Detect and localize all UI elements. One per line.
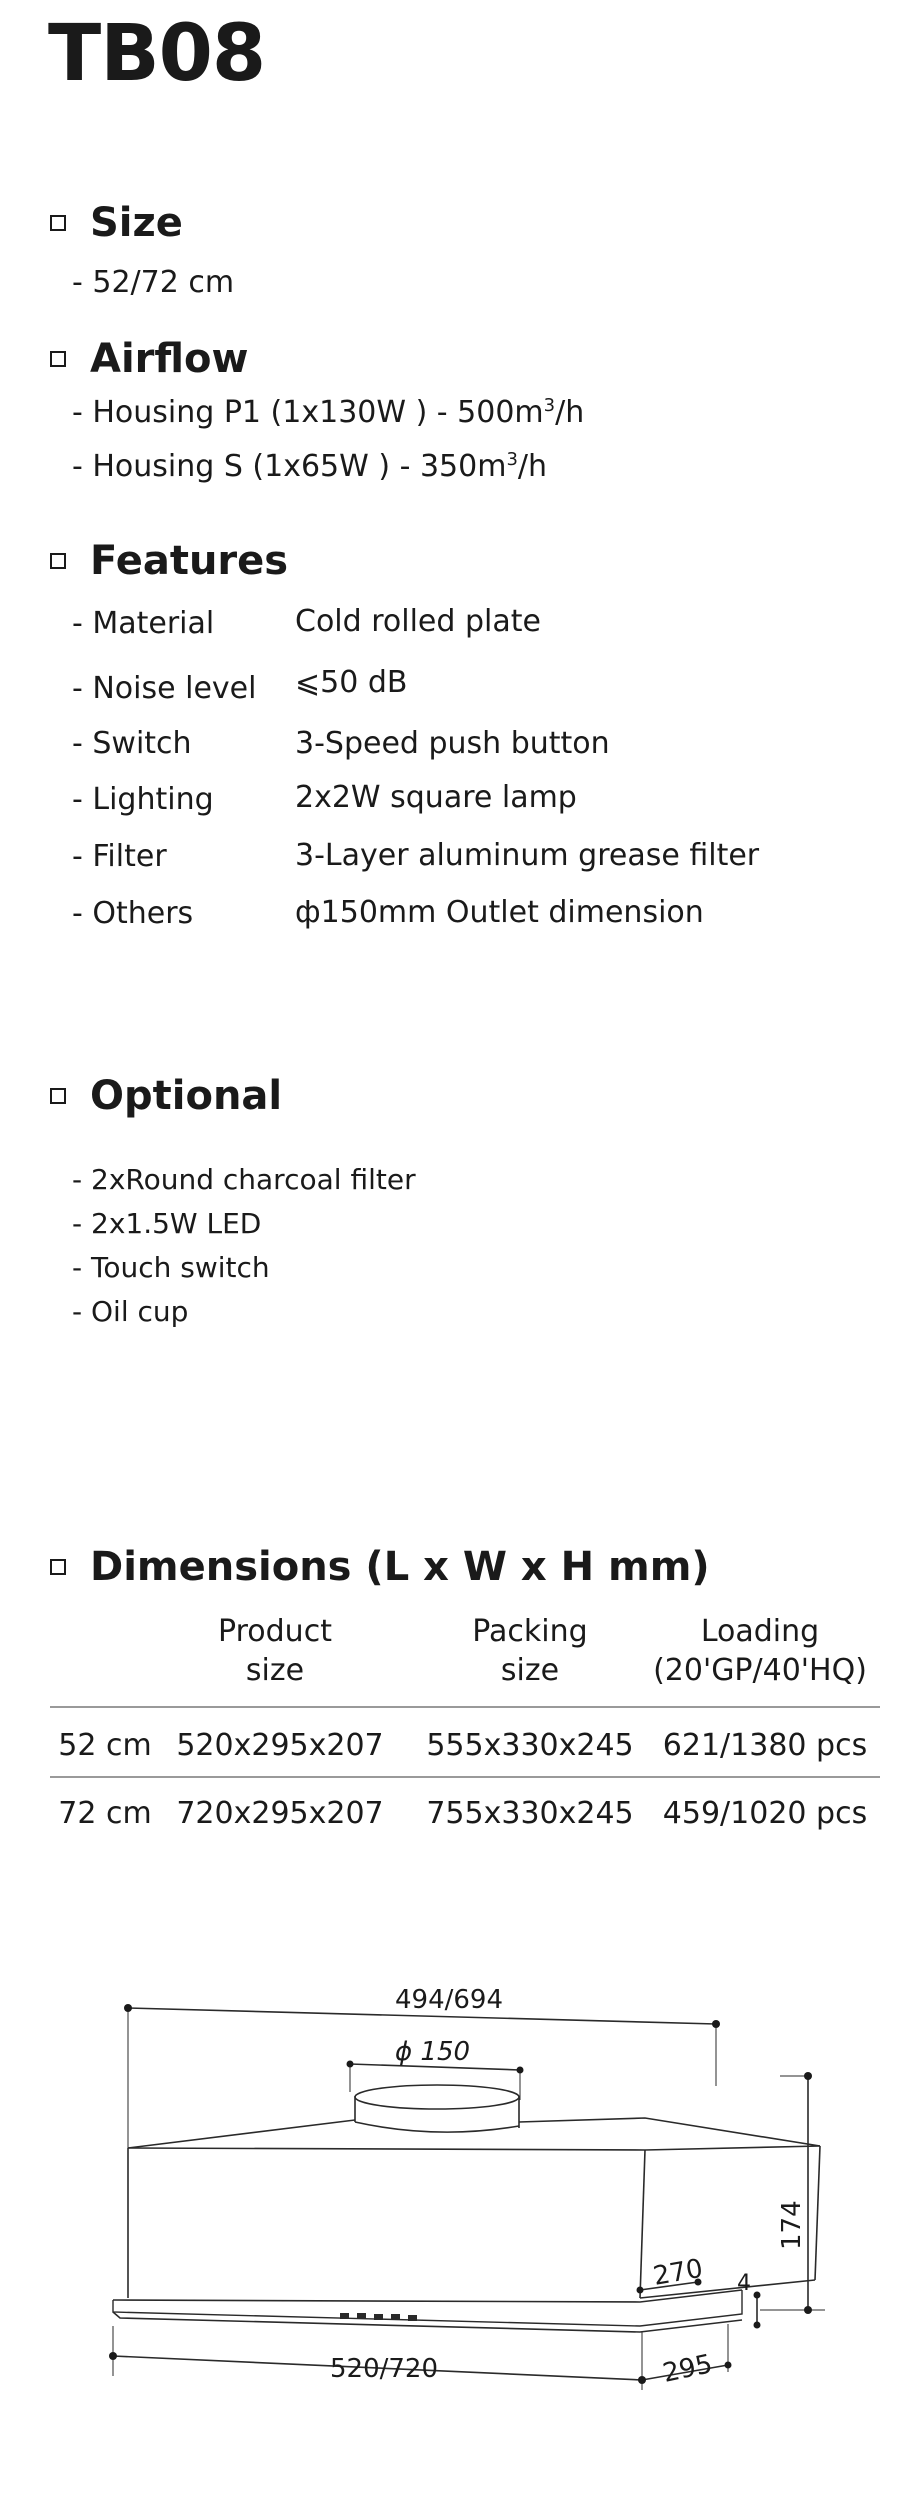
optional-item: - 2xRound charcoal filter [72, 1163, 416, 1196]
header-line: Loading [700, 1614, 820, 1649]
checkbox-square-icon [50, 1559, 66, 1575]
range-hood-drawing [0, 1980, 916, 2420]
features-section [50, 536, 288, 586]
table-header-product [180, 1612, 370, 1690]
checkbox-square-icon [50, 1088, 66, 1104]
size-line: - 52/72 cm [72, 265, 235, 300]
header-line: Packing [472, 1614, 588, 1649]
airflow-line-sup: 3 [506, 449, 518, 470]
dim-depth-top: 270 [651, 2253, 706, 2292]
airflow-line-p1 [72, 395, 585, 430]
airflow-heading: Airflow [90, 336, 249, 382]
table-cell-packing: 755x330x245 [426, 1796, 634, 1831]
header-line: size [245, 1653, 305, 1688]
feature-label-switch: - Switch [72, 726, 192, 761]
airflow-line-unit: /h [555, 395, 585, 430]
header-line: size [500, 1653, 560, 1688]
feature-value-others: ф150mm Outlet dimension [295, 895, 704, 930]
table-cell-model: 72 cm [58, 1796, 152, 1831]
feature-label-others: - Others [72, 896, 194, 931]
table-header-loading [640, 1612, 880, 1690]
table-cell-packing: 555x330x245 [426, 1728, 634, 1763]
feature-label-material: - Material [72, 606, 215, 641]
table-cell-loading: 621/1380 pcs [662, 1728, 868, 1763]
feature-value-lighting: 2x2W square lamp [295, 780, 577, 815]
dim-gap: 4 [737, 2271, 751, 2296]
optional-item: - 2x1.5W LED [72, 1207, 262, 1240]
table-header-packing [430, 1612, 630, 1690]
feature-value-noise: ⩽50 dB [295, 665, 408, 700]
checkbox-square-icon [50, 351, 66, 367]
airflow-line-sup: 3 [543, 395, 556, 416]
optional-item: - Touch switch [72, 1251, 270, 1284]
dimensions-section [50, 1542, 710, 1592]
feature-value-filter: 3-Layer aluminum grease filter [295, 838, 760, 873]
product-title: TB08 [48, 9, 266, 99]
feature-value-switch: 3-Speed push button [295, 726, 610, 761]
feature-label-noise: - Noise level [72, 671, 257, 706]
header-line: (20'GP/40'HQ) [653, 1653, 867, 1688]
size-section [50, 198, 183, 248]
table-cell-product: 720x295x207 [176, 1796, 384, 1831]
table-cell-model: 52 cm [58, 1728, 152, 1763]
dim-top-width: 494/694 [395, 1985, 504, 2015]
dim-outlet: ϕ 150 [395, 2037, 471, 2067]
checkbox-square-icon [50, 553, 66, 569]
airflow-section [50, 334, 248, 384]
dim-bottom-width: 520/720 [330, 2354, 439, 2384]
size-heading: Size [90, 200, 183, 246]
optional-section [50, 1071, 282, 1121]
feature-label-filter: - Filter [72, 839, 167, 874]
feature-label-lighting: - Lighting [72, 782, 214, 817]
airflow-line-text: - Housing P1 (1x130W ) - 500m [72, 395, 544, 430]
dim-height: 174 [777, 2200, 807, 2250]
features-heading: Features [90, 538, 289, 584]
checkbox-square-icon [50, 215, 66, 231]
table-cell-loading: 459/1020 pcs [662, 1796, 868, 1831]
table-divider [50, 1706, 880, 1708]
optional-item: - Oil cup [72, 1295, 189, 1328]
feature-value-material: Cold rolled plate [295, 604, 541, 639]
dim-depth-bottom: 295 [660, 2349, 716, 2389]
dimensions-heading: Dimensions (L x W x H mm) [90, 1544, 710, 1590]
optional-heading: Optional [90, 1073, 283, 1119]
airflow-line-s [72, 449, 548, 484]
airflow-line-unit: /h [517, 449, 548, 484]
table-divider [50, 1776, 880, 1778]
header-line: Product [218, 1614, 332, 1649]
airflow-line-text: - Housing S (1x65W ) - 350m [72, 449, 507, 484]
table-cell-product: 520x295x207 [176, 1728, 384, 1763]
